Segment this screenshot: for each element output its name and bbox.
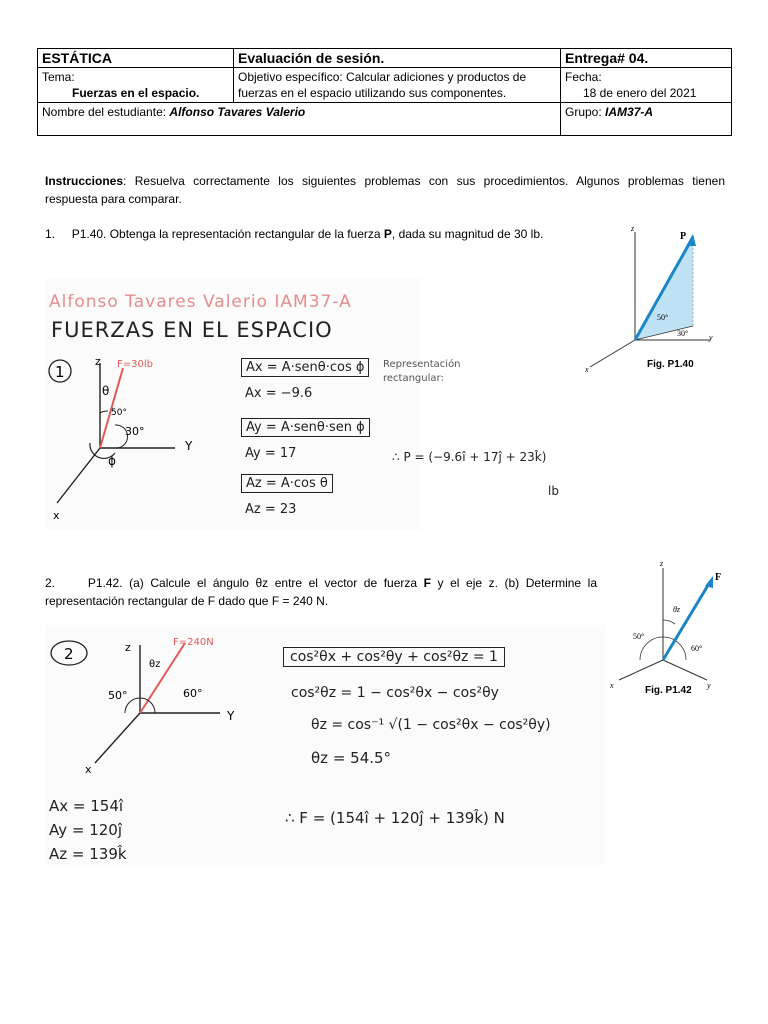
hw1-eq6: Az = 23 (245, 502, 297, 517)
student-cell (38, 103, 561, 136)
date-value: 18 de enero del 2021 (583, 86, 697, 100)
problem1-text: P1.40. Obtenga la representación rectangular de la fuerza (71, 227, 384, 241)
hw2-eq1: cos²θx + cos²θy + cos²θz = 1 (283, 647, 505, 667)
objective-cell: Objetivo específico: Calcular adiciones y productos de fuerzas en el espacio utilizando sus componentes. (234, 68, 561, 103)
fig2-angle2: 60° (691, 644, 703, 653)
topic-value: Fuerzas en el espacio. (72, 86, 200, 100)
problem2-text1: P1.42. (a) Calcule el ángulo θz entre el vector de fuerza (87, 576, 424, 590)
figure-p140 (585, 222, 720, 372)
hw1-eq3: Ay = A·senθ·sen ϕ (241, 418, 370, 437)
hw2-a60: 60° (183, 687, 203, 700)
fig1-z-label: z (631, 224, 635, 233)
student-label: Nombre del estudiante: (42, 105, 167, 119)
hw2-x: x (85, 763, 92, 776)
problem2-text2: y el eje z. (b) Determine la representación rectangular de F dado que F = 240 N. (45, 576, 598, 608)
student-name: Alfonso Tavares Valerio (169, 105, 306, 119)
handwritten-work-2 (45, 625, 605, 865)
topic-cell (38, 68, 234, 103)
figure-p142 (605, 560, 735, 700)
fig1-angle2: 30° (677, 329, 689, 338)
hw1-result: ∴ P = (−9.6î + 17ĵ + 23k̂) (392, 450, 547, 464)
hw1-phi: ϕ (108, 454, 116, 468)
fig1-x-label: x (585, 365, 589, 372)
hw2-sketch (45, 625, 275, 795)
hw1-eq1: Ax = A·senθ·cos ϕ (241, 358, 369, 377)
hw1-z: z (95, 355, 101, 368)
fig2-z-label: z (660, 560, 664, 568)
fig2-theta: θz (673, 605, 681, 614)
hw1-a50: 50° (111, 408, 127, 418)
hw2-ay: Ay = 120ĵ (49, 821, 123, 839)
date-cell (561, 68, 732, 103)
fig2-x-label: x (610, 681, 614, 690)
instructions (45, 172, 725, 208)
fig2-caption: Fig. P1.42 (645, 685, 692, 696)
group-label: Grupo: (565, 105, 602, 119)
hw1-sketch (45, 353, 225, 528)
fig2-angle1: 50° (633, 632, 645, 641)
hw2-result: ∴ F = (154î + 120ĵ + 139k̂) N (285, 809, 505, 827)
problem2-number: 2. (45, 576, 56, 590)
hw2-ax: Ax = 154î (49, 797, 124, 815)
group-cell (561, 103, 732, 136)
problem1-number: 1. (45, 227, 56, 241)
problem2-statement (45, 574, 597, 610)
fig1-caption: Fig. P1.40 (647, 359, 694, 370)
problem1-statement (45, 225, 585, 243)
problem2-bold: F (423, 576, 431, 590)
hw2-a50: 50° (108, 689, 128, 702)
hw1-note: Representación rectangular: (383, 359, 461, 384)
instructions-label: Instrucciones (45, 174, 124, 188)
fig1-force-label: P (680, 231, 687, 242)
hw2-eq3: θz = cos⁻¹ √(1 − cos²θx − cos²θy) (311, 717, 551, 733)
hw1-theta: θ (102, 384, 110, 398)
header-table (37, 48, 732, 136)
hw1-title: FUERZAS EN EL ESPACIO (51, 318, 333, 342)
hw2-number: 2 (64, 645, 74, 663)
hw2-eq4: θz = 54.5° (311, 749, 392, 767)
hw1-unit: lb (548, 484, 559, 498)
hw2-theta: θz (149, 659, 161, 670)
hw1-x: x (53, 509, 60, 522)
evaluation-title: Evaluación de sesión. (234, 49, 561, 68)
hw1-eq4: Ay = 17 (245, 446, 297, 461)
hw1-a30: 30° (125, 425, 145, 438)
topic-label: Tema: (42, 70, 75, 84)
handwritten-work-1 (45, 278, 461, 530)
problem1-bold: P (383, 227, 392, 241)
hw2-z: z (125, 641, 131, 654)
fig1-angle1: 50° (657, 313, 669, 322)
course-title: ESTÁTICA (38, 49, 234, 68)
hw1-number: 1 (55, 363, 65, 381)
hw1-force: F=30lb (117, 359, 153, 370)
fig2-force-label: F (715, 572, 722, 583)
hw1-header: Alfonso Tavares Valerio IAM37-A (49, 292, 352, 312)
date-label: Fecha: (565, 70, 602, 84)
problem1-text-post: , dada su magnitud de 30 lb. (391, 227, 544, 241)
fig2-y-label: y (707, 681, 711, 690)
instructions-text: : Resuelva correctamente los siguientes problemas con sus procedimientos. Algunos problemas tienen respuesta para comparar. (45, 174, 725, 206)
hw1-y: Y (185, 439, 193, 453)
group-value: IAM37-A (605, 105, 654, 119)
hw1-eq5: Az = A·cos θ (241, 474, 333, 493)
delivery-title: Entrega# 04. (561, 49, 732, 68)
hw2-y: Y (227, 709, 235, 723)
hw1-eq2: Ax = −9.6 (245, 386, 313, 401)
hw2-eq2: cos²θz = 1 − cos²θx − cos²θy (291, 685, 499, 701)
fig1-y-label: y (709, 333, 713, 342)
hw2-force: F=240N (173, 637, 214, 648)
hw2-az: Az = 139k̂ (49, 845, 127, 863)
